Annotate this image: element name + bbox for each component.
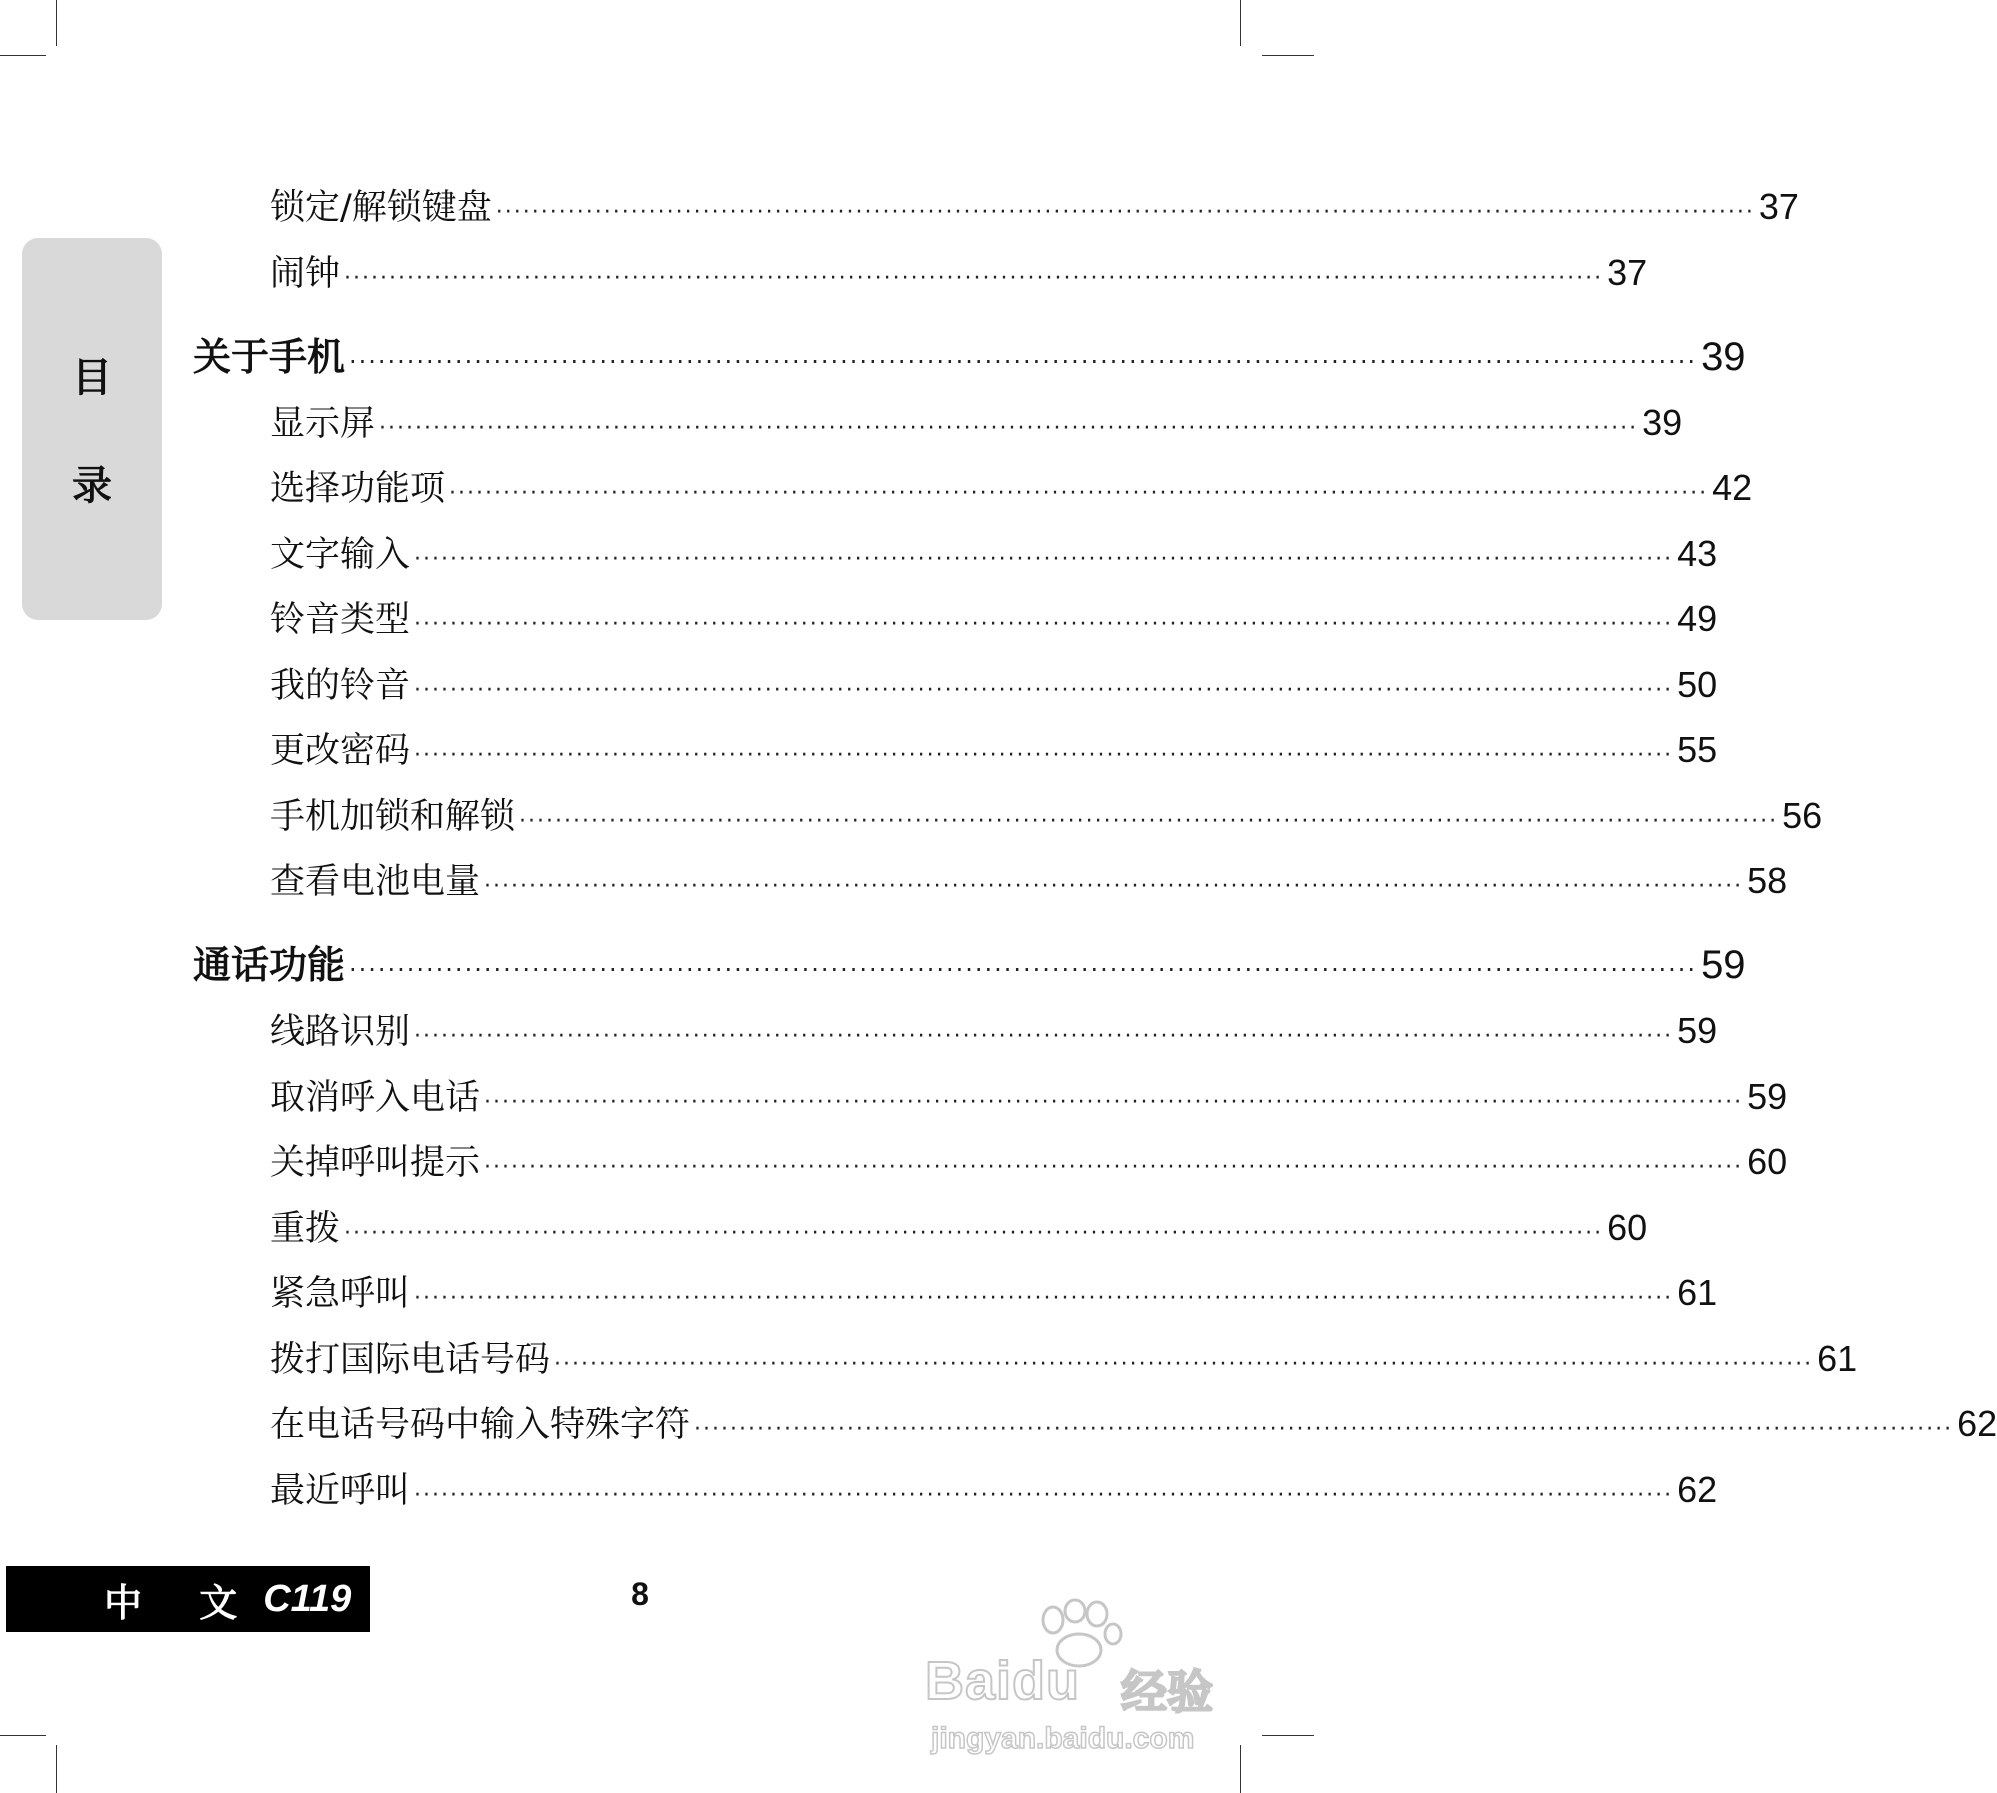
toc-dot-leader: ············································································································································ (484, 874, 1744, 899)
toc-page-number: 60 (1747, 1141, 1788, 1182)
toc-page-number: 50 (1677, 663, 1718, 705)
toc-label: 显示屏 (270, 403, 376, 444)
baidu-watermark (925, 1600, 1245, 1755)
page-number: 8 (631, 1576, 649, 1612)
toc-label: 紧急呼叫 (270, 1274, 411, 1314)
crop-mark (56, 1745, 57, 1793)
toc-dot-leader: ············································································································································ (484, 1155, 1744, 1180)
toc-dot-leader: ············································································································································ (344, 1220, 1604, 1246)
toc-dot-leader: ············································································································································ (349, 347, 1698, 376)
toc-page-number: 43 (1677, 532, 1718, 574)
toc-entry (270, 592, 1718, 640)
toc-label: 关掉呼叫提示 (270, 1143, 481, 1183)
toc-page-number: 49 (1677, 598, 1718, 639)
toc-page-number: 42 (1712, 467, 1753, 508)
footer-language: 中 文 (104, 1580, 260, 1625)
toc-label: 最近呼叫 (270, 1470, 411, 1511)
crop-mark (1262, 55, 1314, 56)
toc-page-number: 62 (1677, 1468, 1718, 1510)
watermark-brand-suffix: 经验 (1121, 1665, 1213, 1719)
side-tab-char: 目 (72, 354, 112, 401)
toc-label: 拨打国际电话号码 (270, 1339, 551, 1380)
toc-entry (270, 1332, 1858, 1380)
toc-entry (270, 789, 1823, 837)
toc-label: 在电话号码中输入特殊字符 (270, 1405, 691, 1445)
toc-page-number: 60 (1607, 1206, 1648, 1248)
watermark-url: jingyan.baidu.com (931, 1722, 1195, 1755)
toc-dot-leader: ············································································································································ (495, 200, 1755, 225)
toc-dot-leader: ············································································································································ (484, 1089, 1744, 1115)
toc-dot-leader: ············································································································································ (449, 481, 1709, 506)
toc-dot-leader: ············································································································································ (414, 1286, 1674, 1311)
toc-page-number: 58 (1747, 860, 1788, 901)
toc-page-number: 37 (1607, 251, 1648, 293)
watermark-brand: Baidu (925, 1651, 1081, 1711)
toc-entry (270, 396, 1683, 444)
toc-page-number: 39 (1701, 334, 1746, 379)
toc-dot-leader: ············································································································································ (414, 612, 1674, 637)
toc-label: 文字输入 (270, 534, 411, 575)
toc-entry (270, 461, 1753, 509)
crop-mark (0, 1735, 46, 1736)
toc-dot-leader: ············································································································································ (349, 956, 1698, 984)
toc-page-number: 59 (1701, 943, 1746, 987)
footer-model: C119 (263, 1577, 352, 1620)
toc-dot-leader: ············································································································································ (694, 1417, 1954, 1442)
toc-section (193, 934, 1746, 987)
toc-page-number: 39 (1642, 401, 1683, 443)
crop-mark (1262, 1735, 1314, 1736)
toc-page-number: 59 (1677, 1010, 1718, 1051)
toc-dot-leader: ············································································································································ (554, 1351, 1814, 1377)
toc-page-number: 61 (1677, 1272, 1718, 1313)
toc-page-number: 61 (1817, 1337, 1858, 1379)
toc-entry (270, 527, 1718, 575)
toc-dot-leader: ············································································································································ (379, 415, 1639, 441)
toc-entry (270, 1397, 1997, 1445)
toc-page-number: 59 (1747, 1075, 1788, 1117)
crop-mark (1240, 1745, 1241, 1793)
toc-entry (270, 1266, 1718, 1314)
toc-label: 锁定/解锁键盘 (270, 188, 492, 228)
toc-entry (270, 180, 1799, 228)
toc-entry (270, 1070, 1788, 1118)
footer-model-bar (6, 1566, 370, 1632)
toc-entry (270, 246, 1648, 294)
toc-label: 重拨 (270, 1208, 341, 1249)
toc-page-number: 55 (1677, 729, 1718, 770)
toc-entry (270, 658, 1718, 706)
toc-dot-leader: ············································································································································ (414, 1482, 1674, 1508)
toc-label: 我的铃音 (270, 665, 411, 706)
toc-label: 铃音类型 (270, 600, 411, 640)
toc-dot-leader: ············································································································································ (414, 1024, 1674, 1049)
toc-dot-leader: ············································································································································ (344, 265, 1604, 291)
toc-dot-leader: ············································································································································ (519, 808, 1779, 834)
toc-label: 手机加锁和解锁 (270, 796, 516, 837)
toc-label: 选择功能项 (270, 469, 446, 509)
toc-label: 关于手机 (193, 334, 346, 379)
toc-page-number: 62 (1957, 1403, 1997, 1444)
toc-dot-leader: ············································································································································ (414, 677, 1674, 703)
toc-label: 闹钟 (270, 253, 341, 294)
toc-page-number: 56 (1782, 794, 1823, 836)
crop-mark (0, 55, 46, 56)
side-tab-char: 录 (72, 462, 112, 509)
toc-entry (270, 723, 1718, 771)
toc-label: 更改密码 (270, 731, 411, 771)
toc-label: 线路识别 (270, 1012, 411, 1052)
toc-entry (270, 1135, 1788, 1183)
toc-entry (270, 1201, 1648, 1249)
crop-mark (56, 0, 57, 46)
toc-section (193, 326, 1746, 379)
toc-label: 取消呼入电话 (270, 1077, 481, 1118)
toc-label: 通话功能 (193, 943, 346, 987)
toc-entry (270, 1463, 1718, 1511)
toc-dot-leader: ············································································································································ (414, 743, 1674, 768)
toc-label: 查看电池电量 (270, 862, 481, 902)
toc-page-number: 37 (1758, 186, 1799, 227)
side-tab-contents (22, 238, 162, 620)
toc-entry (270, 854, 1788, 902)
crop-mark (1240, 0, 1241, 46)
toc-dot-leader: ············································································································································ (414, 546, 1674, 572)
toc-entry (270, 1004, 1718, 1052)
